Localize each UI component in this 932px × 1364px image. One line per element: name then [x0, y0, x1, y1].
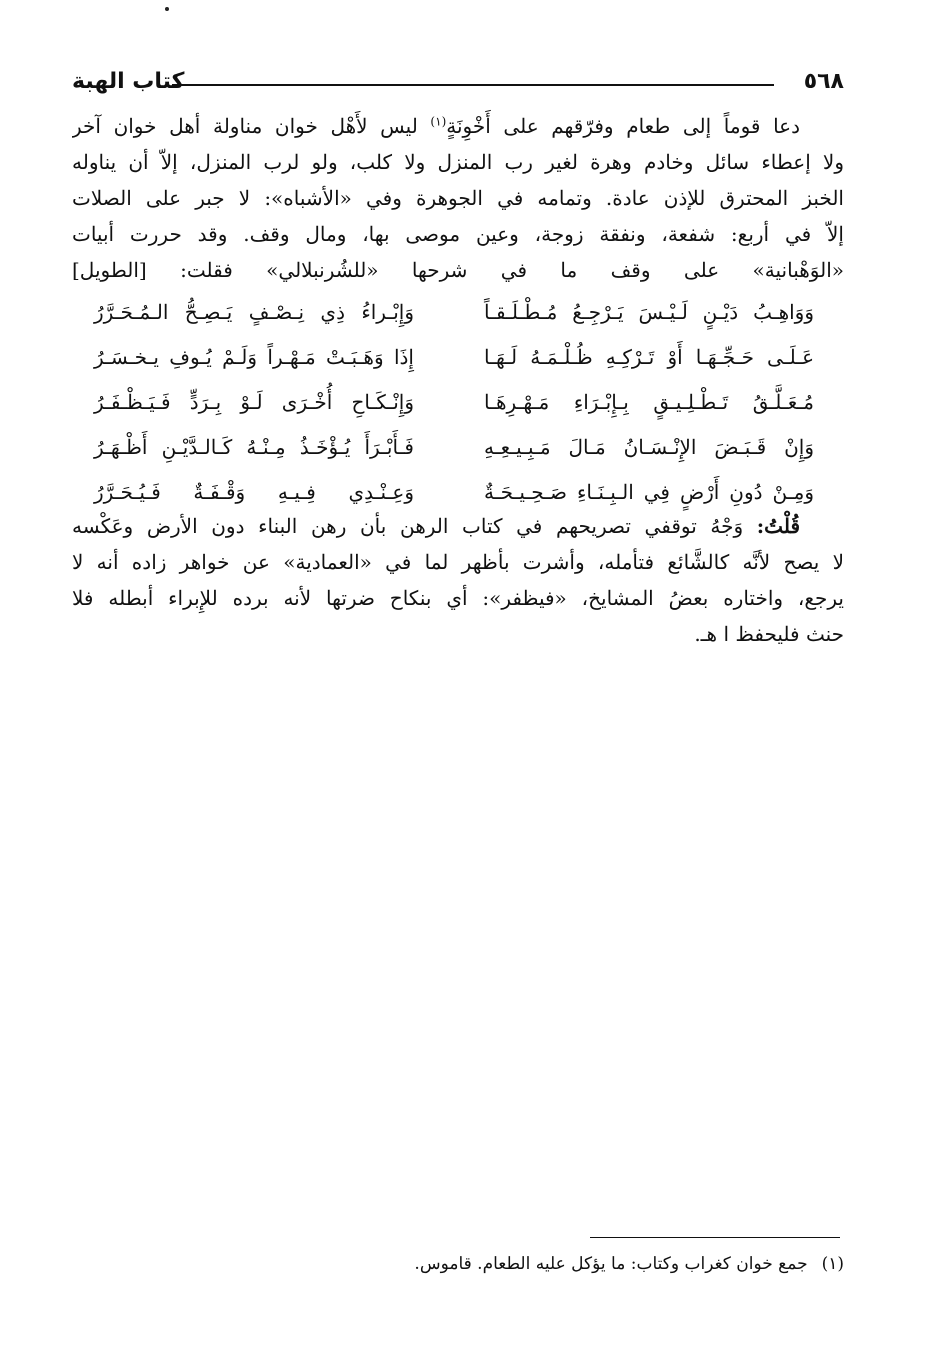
verse-first-hemistich: وَمِـنْ دُونِ أَرْضٍ فِي الـبِـنَـاءِ صَـحِـيـحَـةٌ: [484, 480, 814, 504]
scan-speck: [165, 7, 169, 11]
header-rule: [172, 84, 774, 86]
paragraph-2-line-4: حنث فليحفظ ا هـ.: [694, 622, 844, 646]
verse-second-hemistich: وَإِبْـراءُ ذِي نِـصْـفٍ يَـصِـحُّ الـمُـحَـرَّرُ: [94, 300, 414, 324]
verse-first-hemistich: مُـعَـلَّـقُ تَـطْـلِـيـقٍ بِـإِبْـرَاءِ مَـهْـرِهَـا: [484, 390, 814, 414]
footnote-number: (١): [821, 1254, 844, 1274]
paragraph-1-line-4: إلاّ في أربع: شفعة، ونفقة زوجة، وعين موصى بها، ومال وقف. وقد حررت أبيات: [72, 222, 844, 246]
paragraph-1-line-1: [72, 108, 844, 144]
footnote-text: جمع خوان كغراب وكتاب: ما يؤكل عليه الطعام. قاموس.: [414, 1254, 808, 1274]
paragraph-1-line-1-tail: ليس لأَهْل خوان مناولة أهل خوان آخر: [72, 114, 418, 138]
paragraph-2-line-3: يرجع، واختاره بعضُ المشايخ، «فيظفر»: أي بنكاح ضرتها لأنه برده للإِبراء أبطله فلا: [72, 586, 844, 610]
poem: [72, 290, 844, 515]
footnote-ref[interactable]: (١): [430, 114, 447, 129]
paragraph-2-line-2: لا يصح لأنَّه كالشَّائع فتأمله، وأشرت بأظهر لما في «العمادية» عن خواهر زاده أنه لا: [72, 550, 844, 574]
paragraph-2-line-1-text: وَجْهُ توقفي تصريحهم في كتاب الرهن بأن رهن البناء دون الأرض وعَكْسه: [72, 514, 744, 538]
verse-second-hemistich: وَإِنْـكَـاحِ أُخْـرَى لَـوْ بِـرَدٍّ فَـيَـظْـفَـرُ: [94, 390, 414, 414]
running-title: كتاب الهبة: [72, 69, 185, 94]
paragraph-1: [72, 108, 844, 288]
paragraph-1-line-3: الخبز المحترق للإذن عادة. وتمامه في الجوهرة وفي «الأشباه»: لا جبر على الصلات: [72, 186, 844, 210]
page-header: [72, 64, 844, 100]
verse-second-hemistich: إِذَا وَهَـبَـتْ مَـهْـراً وَلَـمْ يُـوفِ يـخـسَـرُ: [94, 345, 414, 369]
footnote: [300, 1248, 844, 1280]
paragraph-1-line-5: «الوَهْبانية» على وقف ما في شرحها «للشُرنبلالي» فقلت: [الطويل]: [72, 258, 844, 282]
verse: [72, 335, 844, 380]
paragraph-2-line-1: [72, 508, 844, 544]
paragraph-1-line-1-head: دعا قوماً إلى طعام وفرّقهم على أَخْوِنَةٍ: [446, 114, 801, 138]
verse-second-hemistich: فَـأَبْـرَأَ يُـؤْخَـذُ مِـنْـهُ كَـالـدَّيْـنِ أَظْـهَـرُ: [94, 435, 414, 459]
verse-second-hemistich: وَعِـنْـدِي فِـيـهِ وَقْـفَـةٌ فَـيُـحَـرَّرُ: [94, 480, 414, 504]
page-number: ٥٦٨: [803, 69, 844, 94]
verse-first-hemistich: عَـلَـى حَـجِّـهَـا أَوْ تَـرْكِـهِ ظُـلْـمَـهُ لَـهَـا: [484, 345, 814, 369]
paragraph-1-line-2: ولا إعطاء سائل وخادم وهرة لغير رب المنزل ولا كلب، ولو لرب المنزل، إلاّ أن يناوله: [72, 150, 844, 174]
verse-first-hemistich: وَوَاهِـبُ دَيْـنٍ لَـيْـسَ يَـرْجِـعُ مُـطْـلَـقـاً: [484, 300, 814, 324]
verse: [72, 425, 844, 470]
footnote-rule: [590, 1237, 840, 1238]
paragraph-2: [72, 508, 844, 652]
verse-first-hemistich: وَإِنْ قَـبَـضَ الإِنْـسَـانُ مَـالَ مَـبِـيـعِـهِ: [484, 435, 814, 459]
verse: [72, 290, 844, 335]
verse: [72, 380, 844, 425]
qult-keyword: قُلْتُ:: [756, 514, 800, 538]
